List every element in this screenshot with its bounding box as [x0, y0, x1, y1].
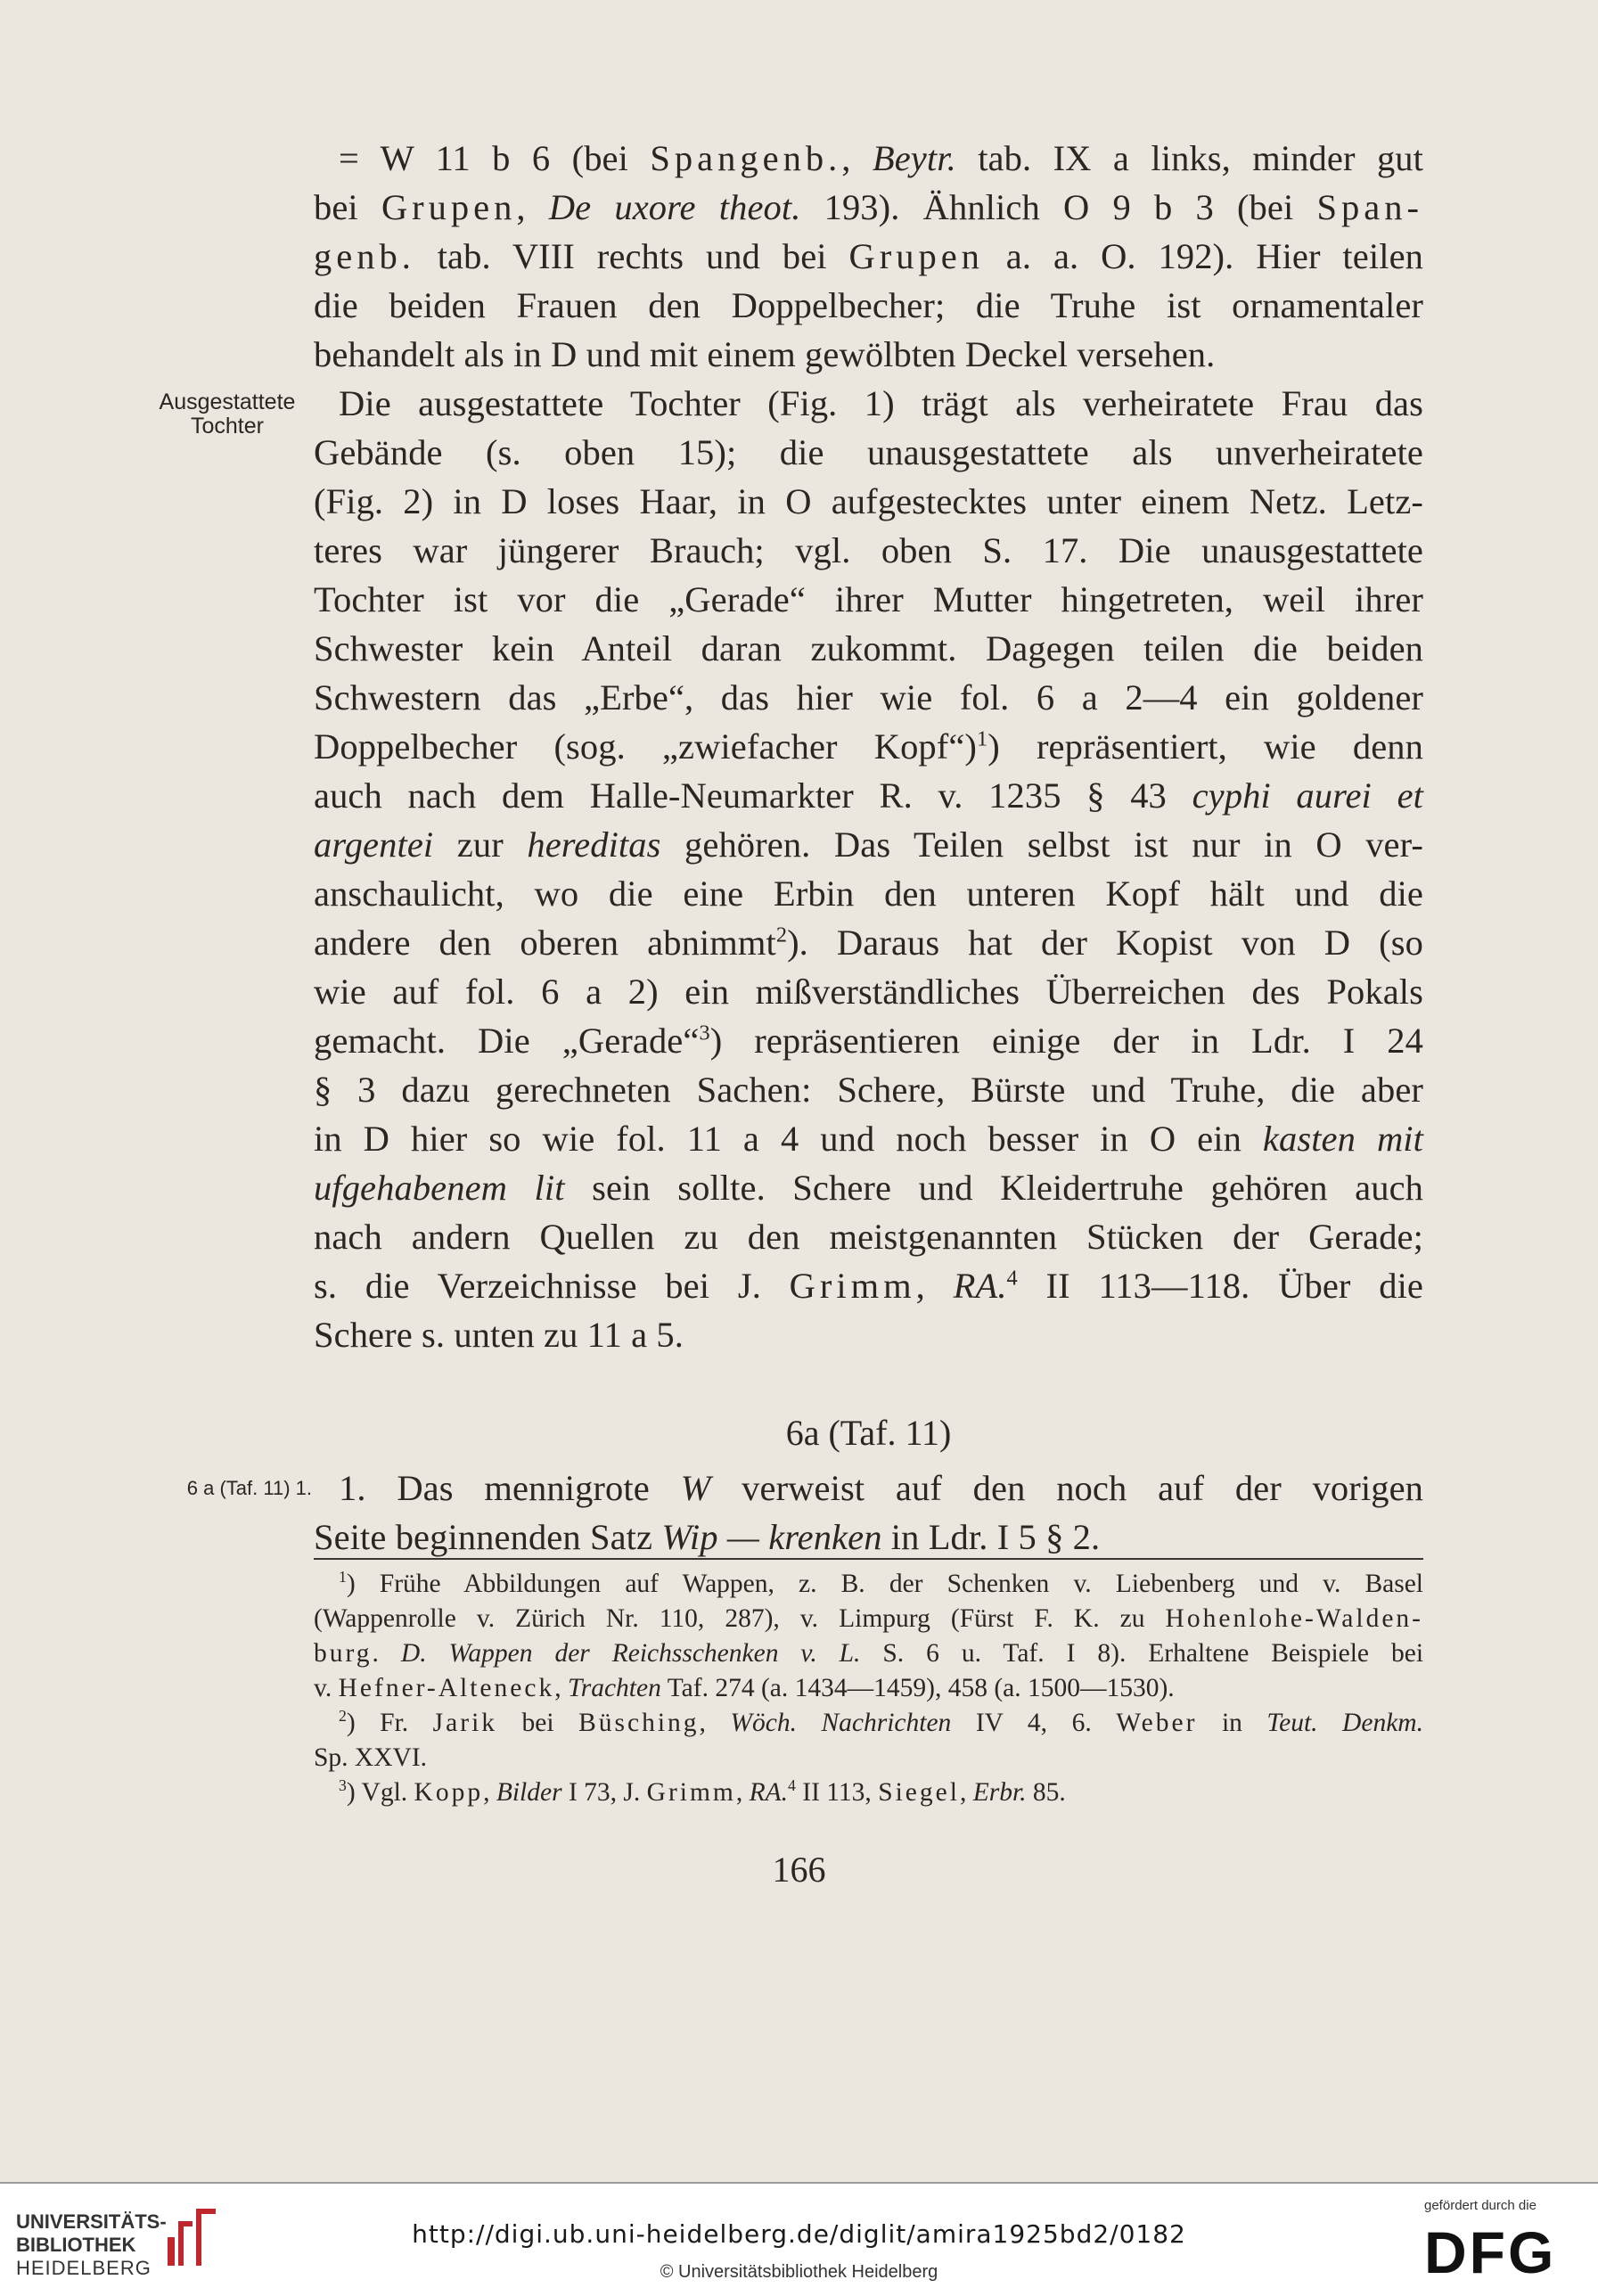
- text-span: ,: [915, 1266, 954, 1306]
- text-span: D. Wappen der Reichsschenken v. L.: [400, 1639, 861, 1668]
- text-span: Hefner-Alteneck: [338, 1674, 555, 1702]
- text-span: Seite beginnenden Satz: [314, 1517, 662, 1557]
- text-span: Kopp: [414, 1778, 484, 1807]
- text-span: 3: [699, 1021, 710, 1046]
- text-line: [314, 1464, 1423, 1513]
- text-span: Wip — krenken: [661, 1517, 882, 1557]
- text-span: Schwester kein Anteil daran zukommt. Dagegen teilen die beiden: [314, 628, 1423, 668]
- text-line: [314, 673, 1423, 722]
- text-span: Taf. 274 (a. 1434—1459), 458 (a. 1500—1530).: [660, 1674, 1175, 1702]
- text-span: ,: [735, 1778, 750, 1807]
- text-span: De uxore theot.: [548, 187, 801, 227]
- text-line: [314, 1513, 1423, 1562]
- permalink[interactable]: http://digi.ub.uni-heidelberg.de/diglit/amira1925bd2/0182: [412, 2219, 1186, 2249]
- margin-note-line: Tochter: [191, 414, 264, 439]
- text-span: .: [372, 1639, 401, 1668]
- text-span: (Wappenrolle v. Zürich Nr. 110, 287), v. Limpurg (Fürst F. K. zu: [314, 1604, 1166, 1633]
- text-span: ) Frühe Abbildungen auf Wappen, z. B. der Schenken v. Liebenberg und v. Basel: [346, 1570, 1423, 1598]
- footnote-line: [314, 1775, 1423, 1810]
- text-span: ,: [483, 1778, 496, 1807]
- dfg-logo: DFG: [1424, 2219, 1557, 2285]
- text-line: [314, 183, 1423, 232]
- text-span: ufgehabenem lit: [314, 1168, 565, 1208]
- text-line: [314, 624, 1423, 673]
- text-span: Die ausgestattete Tochter (Fig. 1) trägt als verheiratete Frau das: [339, 383, 1423, 423]
- footnotes: [314, 1567, 1423, 1810]
- text-span: Weber: [1116, 1709, 1198, 1737]
- text-line: [314, 1114, 1423, 1163]
- text-span: andere den oberen abnimmt: [314, 922, 776, 963]
- text-span: tab. VIII rechts und bei: [414, 236, 849, 276]
- text-line: [314, 1016, 1423, 1065]
- text-line: [314, 967, 1423, 1016]
- text-span: 1: [339, 1568, 347, 1587]
- text-span: 4: [788, 1776, 796, 1795]
- text-span: Siegel: [878, 1778, 960, 1807]
- text-span: nach andern Quellen zu den meistgenannten Stücken der Gerade;: [314, 1217, 1423, 1257]
- text-span: anschaulicht, wo die eine Erbin den unteren Kopf hält und die: [314, 873, 1423, 914]
- text-span: Grimm: [646, 1778, 736, 1807]
- text-span: die beiden Frauen den Doppelbecher; die Truhe ist ornamentaler: [314, 285, 1423, 325]
- text-span: II 113,: [795, 1778, 879, 1807]
- text-span: gemacht. Die „Gerade“: [314, 1021, 700, 1061]
- text-span: hereditas: [527, 824, 661, 865]
- footnote-line: [314, 1567, 1423, 1602]
- text-line: [314, 820, 1423, 869]
- text-span: Spangenb.: [650, 138, 842, 178]
- text-span: in: [1197, 1709, 1267, 1737]
- text-span: ) Vgl.: [346, 1778, 414, 1807]
- text-span: wie auf fol. 6 a 2) ein mißverständliches Überreichen des Pokals: [314, 972, 1423, 1012]
- text-span: Grupen: [381, 187, 517, 227]
- text-line: [314, 1310, 1423, 1359]
- text-span: 1. Das mennigrote: [339, 1468, 681, 1508]
- text-span: Beytr.: [872, 138, 956, 178]
- text-span: Schere s. unten zu 11 a 5.: [314, 1315, 684, 1355]
- text-span: 4: [1006, 1266, 1018, 1291]
- text-span: teres war jüngerer Brauch; vgl. oben S. 17. Die unausgestattete: [314, 530, 1423, 570]
- text-span: in Ldr. I 5 § 2.: [881, 1517, 1101, 1557]
- main-text: [314, 134, 1423, 1359]
- text-span: ,: [554, 1674, 568, 1702]
- text-span: Doppelbecher (sog. „zwiefacher Kopf“): [314, 726, 978, 767]
- text-span: Tochter ist vor die „Gerade“ ihrer Mutter hingetreten, weil ihrer: [314, 579, 1423, 619]
- text-line: [314, 1163, 1423, 1212]
- text-span: 193). Ähnlich O 9 b 3 (bei: [800, 187, 1317, 227]
- text-span: § 3 dazu gerechneten Sachen: Schere, Bürste und Truhe, die aber: [314, 1070, 1423, 1110]
- text-span: Wöch. Nachrichten: [730, 1709, 952, 1737]
- text-span: argentei: [314, 824, 434, 865]
- text-span: S. 6 u. Taf. I 8). Erhaltene Beispiele bei: [860, 1639, 1424, 1668]
- text-span: sein sollte. Schere und Kleidertruhe gehören auch: [564, 1168, 1424, 1208]
- margin-note-ref: 6 a (Taf. 11) 1.: [186, 1477, 312, 1499]
- text-span: W: [680, 1468, 711, 1508]
- text-line: [314, 281, 1423, 330]
- text-span: Teut. Denkm.: [1266, 1709, 1423, 1737]
- text-line: [314, 1261, 1423, 1310]
- text-span: verweist auf den noch auf der vorigen: [710, 1468, 1424, 1508]
- text-span: bei: [497, 1709, 579, 1737]
- text-span: auch nach dem Halle-Neumarkter R. v. 1235 § 43: [314, 775, 1192, 816]
- text-span: Schwestern das „Erbe“, das hier wie fol. 6 a 2—4 ein goldener: [314, 677, 1423, 718]
- text-span: s. die Verzeichnisse bei J.: [314, 1266, 790, 1306]
- text-span: cyphi aurei et: [1192, 775, 1423, 816]
- text-span: Grupen: [848, 236, 984, 276]
- text-span: 1: [977, 726, 988, 751]
- text-span: Sp. XXVI.: [314, 1743, 428, 1772]
- text-span: Bilder: [496, 1778, 562, 1807]
- text-line: [314, 1065, 1423, 1114]
- footnote-line: [314, 1602, 1423, 1636]
- text-span: behandelt als in D und mit einem gewölbten Deckel versehen.: [314, 334, 1216, 374]
- text-line: [314, 477, 1423, 526]
- footnote-line: [314, 1741, 1423, 1775]
- text-span: kasten mit: [1262, 1119, 1423, 1159]
- text-span: genb.: [314, 236, 415, 276]
- text-span: ). Daraus hat der Kopist von D (so: [787, 922, 1423, 963]
- text-span: a. a. O. 192). Hier teilen: [983, 236, 1423, 276]
- text-span: in D hier so wie fol. 11 a 4 und noch besser in O ein: [314, 1119, 1263, 1159]
- funding-label: gefördert durch die: [1424, 2198, 1537, 2213]
- margin-note-line: Ausgestattete: [159, 390, 296, 414]
- text-line: [314, 771, 1423, 820]
- footnote-rule: [314, 1558, 1423, 1560]
- margin-note-section: [143, 390, 312, 439]
- text-span: Span-: [1316, 187, 1423, 227]
- library-line: UNIVERSITÄTS-: [16, 2210, 167, 2233]
- text-span: Büsching: [578, 1709, 700, 1737]
- text-span: tab. IX a links, minder gut: [955, 138, 1423, 178]
- text-span: 2: [339, 1707, 347, 1726]
- text-span: ) repräsentieren einige der in Ldr. I 24: [709, 1021, 1423, 1061]
- text-span: Erbr.: [972, 1778, 1027, 1807]
- library-line: BIBLIOTHEK: [16, 2234, 136, 2256]
- text-span: v.: [314, 1674, 339, 1702]
- page-number: 166: [772, 1849, 826, 1890]
- text-span: Grimm: [789, 1266, 916, 1306]
- footnote-line: [314, 1636, 1423, 1671]
- text-span: Gebände (s. oben 15); die unausgestattete als unverheiratete: [314, 432, 1423, 472]
- text-span: ,: [516, 187, 549, 227]
- text-line: [314, 526, 1423, 575]
- text-span: IV 4, 6.: [951, 1709, 1117, 1737]
- text-line: [314, 575, 1423, 624]
- text-span: gehören. Das Teilen selbst ist nur in O ver-: [660, 824, 1424, 865]
- text-line: [314, 330, 1423, 379]
- text-span: (Fig. 2) in D loses Haar, in O aufgestecktes unter einem Netz. Letz-: [314, 481, 1423, 521]
- text-span: I 73, J.: [561, 1778, 647, 1807]
- text-span: Trachten: [567, 1674, 661, 1702]
- text-span: 2: [775, 922, 788, 947]
- text-line: [314, 1212, 1423, 1261]
- text-line: [314, 232, 1423, 281]
- footnote-line: [314, 1671, 1423, 1706]
- text-span: 3: [339, 1776, 347, 1795]
- section-heading: 6a (Taf. 11): [785, 1413, 952, 1453]
- text-line: [314, 869, 1423, 918]
- text-line: [314, 722, 1423, 771]
- text-span: Hohenlohe-Walden-: [1165, 1604, 1423, 1633]
- text-span: zur: [433, 824, 528, 865]
- section-text: [314, 1464, 1423, 1562]
- text-span: 85.: [1026, 1778, 1066, 1807]
- text-span: RA.: [953, 1266, 1007, 1306]
- text-span: bei: [314, 187, 381, 227]
- text-span: ) repräsentiert, wie denn: [987, 726, 1423, 767]
- text-span: Jarik: [432, 1709, 498, 1737]
- library-line: HEIDELBERG: [16, 2257, 152, 2279]
- text-span: ,: [699, 1709, 731, 1737]
- text-line: [314, 379, 1423, 428]
- footnote-line: [314, 1706, 1423, 1741]
- text-span: RA.: [749, 1778, 789, 1807]
- text-span: = W 11 b 6 (bei: [339, 138, 651, 178]
- text-span: ,: [959, 1778, 973, 1807]
- text-line: [314, 918, 1423, 967]
- text-span: II 113—118. Über die: [1017, 1266, 1423, 1306]
- text-span: burg: [314, 1639, 373, 1668]
- text-line: [314, 428, 1423, 477]
- text-span: ) Fr.: [346, 1709, 433, 1737]
- copyright-notice: © Universitätsbibliothek Heidelberg: [660, 2262, 938, 2282]
- digitization-footer: [0, 2182, 1598, 2296]
- text-line: [314, 134, 1423, 183]
- text-span: ,: [841, 138, 873, 178]
